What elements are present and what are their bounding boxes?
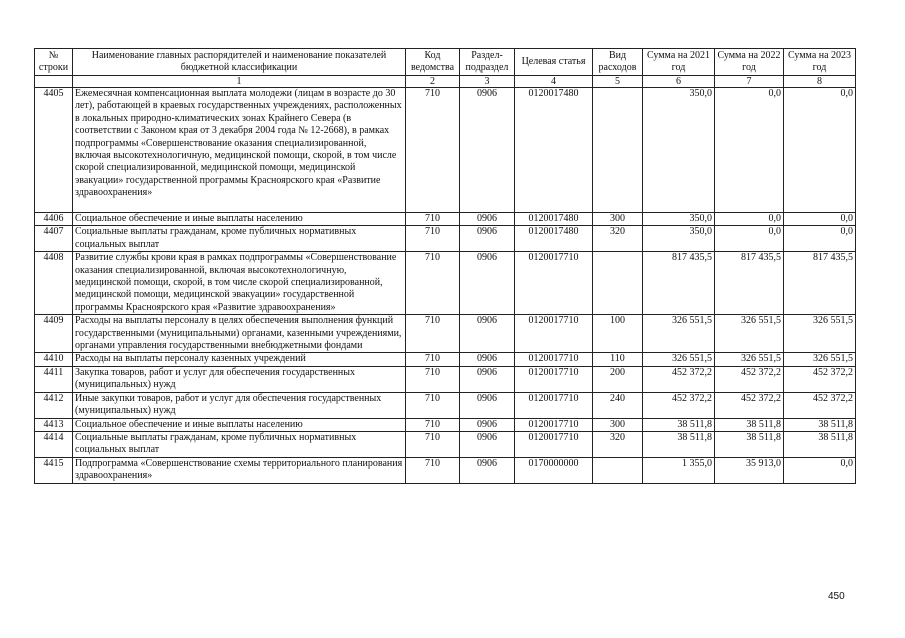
razdel-code: 0906 [460,431,515,457]
ved-code: 710 [406,366,460,392]
expense-type: 110 [593,353,643,366]
row-name: Расходы на выплаты персоналу казенных учреждений [73,353,406,366]
row-number: 4412 [35,392,73,418]
sum-2023: 0,0 [784,88,856,213]
sum-2022: 326 551,5 [715,315,784,353]
row-name: Ежемесячная компенсационная выплата молодежи (лицам в возрасте до 30 лет), работающей в краевых государственных учреждениях, расположенных в локальных природно-климатических зонах Крайнего Севера (в соответствии с Законом края от 3 декабря 2004 года № 12-2668), в рамках подпрограммы «Совершенствование оказания специализированной, включая высокотехнологичную, медицинской помощи, скорой, в том числе скорой специализированной, медицинской помощи, медицинской эвакуации» государственной программы Красноярского края «Развитие здравоохранения» [73,88,406,213]
expense-type: 200 [593,366,643,392]
ved-code: 710 [406,457,460,483]
table-row [35,418,856,431]
sum-2023: 0,0 [784,226,856,252]
ved-code: 710 [406,418,460,431]
row-name: Социальное обеспечение и иные выплаты населению [73,418,406,431]
header-cell: Раздел-подраздел [460,49,515,76]
row-number: 4408 [35,252,73,315]
target-article: 0120017710 [515,315,593,353]
header-cell: Код ведомства [406,49,460,76]
sum-2023: 0,0 [784,457,856,483]
column-number-row [35,76,856,88]
target-article: 0120017480 [515,226,593,252]
razdel-code: 0906 [460,366,515,392]
ved-code: 710 [406,315,460,353]
table-row [35,88,856,213]
table-row [35,366,856,392]
sum-2022: 326 551,5 [715,353,784,366]
ved-code: 710 [406,213,460,226]
header-cell: Сумма на 2021 год [643,49,715,76]
table-row [35,392,856,418]
column-number-cell: 1 [73,76,406,88]
razdel-code: 0906 [460,392,515,418]
razdel-code: 0906 [460,226,515,252]
target-article: 0120017710 [515,366,593,392]
target-article: 0120017710 [515,252,593,315]
table-row [35,213,856,226]
sum-2022: 0,0 [715,88,784,213]
expense-type: 100 [593,315,643,353]
razdel-code: 0906 [460,457,515,483]
sum-2023: 817 435,5 [784,252,856,315]
target-article: 0120017480 [515,88,593,213]
row-name: Расходы на выплаты персоналу в целях обеспечения выполнения функций государственными (муниципальными) органами, казенными учреждениями, органами управления государственными внебюджетными фондами [73,315,406,353]
razdel-code: 0906 [460,315,515,353]
sum-2021: 38 511,8 [643,418,715,431]
expense-type: 300 [593,418,643,431]
ved-code: 710 [406,353,460,366]
target-article: 0120017710 [515,431,593,457]
sum-2021: 452 372,2 [643,366,715,392]
target-article: 0170000000 [515,457,593,483]
ved-code: 710 [406,392,460,418]
sum-2022: 452 372,2 [715,392,784,418]
razdel-code: 0906 [460,418,515,431]
header-row [35,49,856,76]
expense-type [593,88,643,213]
page-number: 450 [828,591,845,602]
ved-code: 710 [406,431,460,457]
razdel-code: 0906 [460,353,515,366]
header-cell: Вид расходов [593,49,643,76]
razdel-code: 0906 [460,213,515,226]
row-number: 4413 [35,418,73,431]
column-number-cell: 4 [515,76,593,88]
row-name: Закупка товаров, работ и услуг для обеспечения государственных (муниципальных) нужд [73,366,406,392]
header-cell: Сумма на 2023 год [784,49,856,76]
sum-2023: 452 372,2 [784,366,856,392]
expense-type: 320 [593,226,643,252]
header-cell: Наименование главных распорядителей и наименование показателей бюджетной классификации [73,49,406,76]
column-number-cell: 8 [784,76,856,88]
sum-2022: 38 511,8 [715,431,784,457]
sum-2021: 350,0 [643,226,715,252]
header-cell: Целевая статья [515,49,593,76]
sum-2021: 350,0 [643,88,715,213]
sum-2021: 452 372,2 [643,392,715,418]
column-number-cell: 5 [593,76,643,88]
sum-2023: 452 372,2 [784,392,856,418]
expense-type [593,252,643,315]
sum-2023: 326 551,5 [784,353,856,366]
sum-2021: 350,0 [643,213,715,226]
table-row [35,431,856,457]
sum-2022: 452 372,2 [715,366,784,392]
column-number-cell: 6 [643,76,715,88]
row-name: Социальное обеспечение и иные выплаты населению [73,213,406,226]
sum-2022: 0,0 [715,226,784,252]
header-cell: Сумма на 2022 год [715,49,784,76]
ved-code: 710 [406,226,460,252]
budget-table [34,48,856,484]
row-number: 4415 [35,457,73,483]
table-row [35,226,856,252]
sum-2023: 0,0 [784,213,856,226]
table-row [35,353,856,366]
sum-2022: 0,0 [715,213,784,226]
sum-2023: 38 511,8 [784,418,856,431]
row-number: 4411 [35,366,73,392]
expense-type: 300 [593,213,643,226]
table-row [35,252,856,315]
sum-2021: 326 551,5 [643,353,715,366]
row-name: Иные закупки товаров, работ и услуг для обеспечения государственных (муниципальных) нужд [73,392,406,418]
sum-2021: 1 355,0 [643,457,715,483]
target-article: 0120017710 [515,353,593,366]
row-name: Подпрограмма «Совершенствование схемы территориального планирования здравоохранения» [73,457,406,483]
column-number-cell: 3 [460,76,515,88]
column-number-cell: 2 [406,76,460,88]
row-name: Социальные выплаты гражданам, кроме публичных нормативных социальных выплат [73,431,406,457]
table-row [35,315,856,353]
sum-2023: 38 511,8 [784,431,856,457]
column-number-cell [35,76,73,88]
ved-code: 710 [406,252,460,315]
row-number: 4407 [35,226,73,252]
row-number: 4406 [35,213,73,226]
row-number: 4409 [35,315,73,353]
row-name: Развитие службы крови края в рамках подпрограммы «Совершенствование оказания специализированной, включая высокотехнологичную, медицинской помощи, скорой, в том числе скорой специализированной, медицинской помощи, медицинской эвакуации» государственной программы Красноярского края «Развитие здравоохранения» [73,252,406,315]
expense-type: 240 [593,392,643,418]
sum-2023: 326 551,5 [784,315,856,353]
row-number: 4414 [35,431,73,457]
target-article: 0120017480 [515,213,593,226]
expense-type [593,457,643,483]
sum-2021: 326 551,5 [643,315,715,353]
sum-2021: 38 511,8 [643,431,715,457]
row-number: 4410 [35,353,73,366]
razdel-code: 0906 [460,252,515,315]
razdel-code: 0906 [460,88,515,213]
column-number-cell: 7 [715,76,784,88]
target-article: 0120017710 [515,392,593,418]
row-name: Социальные выплаты гражданам, кроме публичных нормативных социальных выплат [73,226,406,252]
header-cell: № строки [35,49,73,76]
target-article: 0120017710 [515,418,593,431]
sum-2022: 817 435,5 [715,252,784,315]
sum-2022: 35 913,0 [715,457,784,483]
ved-code: 710 [406,88,460,213]
expense-type: 320 [593,431,643,457]
table-row [35,457,856,483]
sum-2021: 817 435,5 [643,252,715,315]
sum-2022: 38 511,8 [715,418,784,431]
row-number: 4405 [35,88,73,213]
